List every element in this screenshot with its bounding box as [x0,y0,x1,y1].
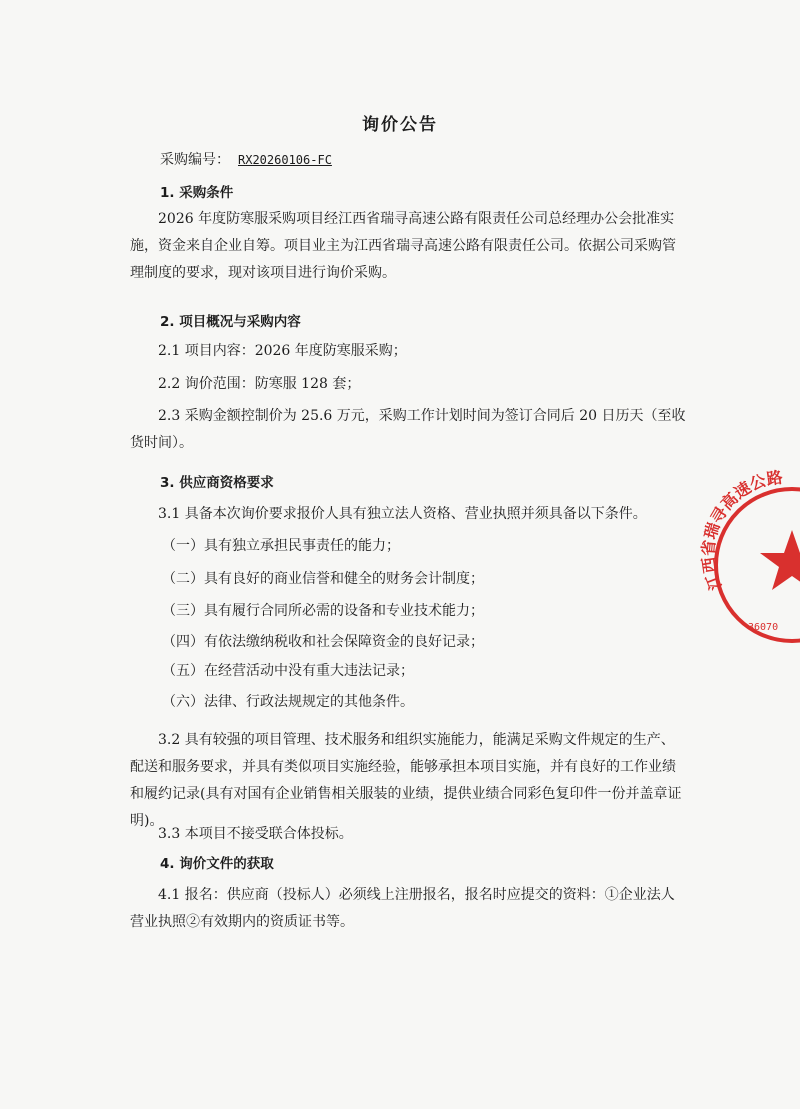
seal-arc-text: 江西省瑞寻高速公路 [698,467,784,593]
section-2-1: 2.1 项目内容：2026 年度防寒服采购； [158,343,407,359]
company-seal [698,467,800,635]
section-3-heading: 3. 供应商资格要求 [160,475,274,491]
qualification-item-3: （三）具有履行合同所必需的设备和专业技术能力； [162,603,484,619]
section-2-3: 2.3 采购金额控制价为 25.6 万元，采购工作计划时间为签订合同后 20 日历天（至收货时间）。 [130,408,686,451]
qualification-item-2: （二）具有良好的商业信誉和健全的财务会计制度； [162,571,484,587]
qualification-item-6: （六）法律、行政法规规定的其他条件。 [162,694,414,710]
qualification-item-5: （五）在经营活动中没有重大违法记录； [162,663,414,679]
section-4-heading: 4. 询价文件的获取 [160,856,274,872]
section-3-3: 3.3 本项目不接受联合体投标。 [158,826,353,842]
section-2-heading: 2. 项目概况与采购内容 [160,314,301,330]
section-1-paragraph: 2026 年度防寒服采购项目经江西省瑞寻高速公路有限责任公司总经理办公会批准实施，资金来自企业自筹。项目业主为江西省瑞寻高速公路有限责任公司。依据公司采购管理制度的要求，现对该项目进行询价采购。 [130,211,676,281]
section-2-2: 2.2 询价范围：防寒服 128 套； [158,376,361,392]
document-title: 询价公告 [362,115,438,135]
seal-number: 36070 [748,622,779,633]
section-3-2: 3.2 具有较强的项目管理、技术服务和组织实施能力，能满足采购文件规定的生产、配送和服务要求，并具有类似项目实施经验，能够承担本项目实施，并有良好的工作业绩和履约记录(具有对国有企业销售相关服装的业绩，提供业绩合同彩色复印件一份并盖章证明)。 [130,732,682,829]
qualification-item-4: （四）有依法缴纳税收和社会保障资金的良好记录； [162,634,484,650]
procurement-code-row [160,150,332,170]
procurement-code-value: RX20260106-FC [238,153,332,167]
section-4-1: 4.1 报名：供应商（投标人）必须线上注册报名，报名时应提交的资料：①企业法人营业执照②有效期内的资质证书等。 [130,887,675,930]
seal-star-icon [760,530,800,590]
section-3-1: 3.1 具备本次询价要求报价人具有独立法人资格、营业执照并须具备以下条件。 [158,506,647,522]
qualification-item-1: （一）具有独立承担民事责任的能力； [162,538,400,554]
section-1-heading: 1. 采购条件 [160,185,234,201]
procurement-code-label: 采购编号： [160,152,230,168]
